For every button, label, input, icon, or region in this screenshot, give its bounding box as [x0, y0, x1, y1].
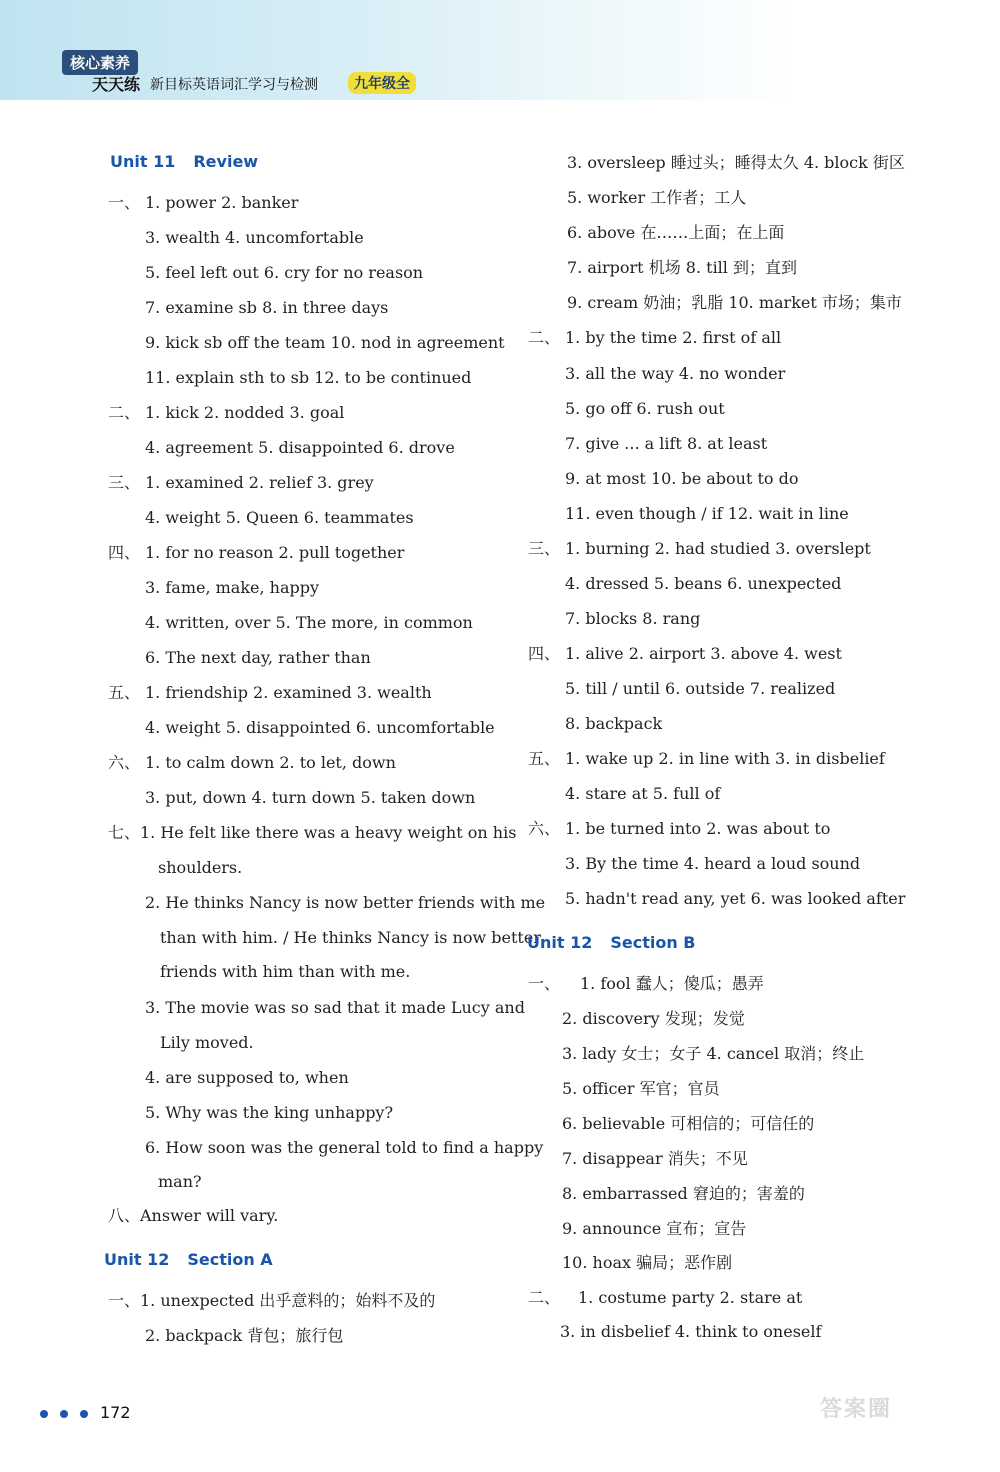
exercise-number: 五、 — [528, 749, 561, 768]
section-heading — [527, 933, 696, 953]
answer-line: 4. dressed 5. beans 6. unexpected — [565, 574, 842, 593]
answer-line: 1. burning 2. had studied 3. overslept — [565, 539, 871, 558]
exercise-number: 五、 — [108, 683, 141, 702]
header-banner — [0, 0, 800, 100]
answer-line: 5. feel left out 6. cry for no reason — [145, 263, 424, 282]
answer-line: 4. weight 5. Queen 6. teammates — [145, 508, 414, 527]
section-heading — [104, 1250, 273, 1270]
answer-line: 9. announce 宣布；宣告 — [562, 1219, 747, 1238]
answer-line: 3. wealth 4. uncomfortable — [145, 228, 364, 247]
answer-line: 3. lady 女士；女子 4. cancel 取消；终止 — [562, 1044, 865, 1063]
answer-line: 3. By the time 4. heard a loud sound — [565, 854, 861, 873]
exercise-number: 二、 — [108, 403, 141, 422]
answer-line: 3. in disbelief 4. think to oneself — [560, 1322, 822, 1341]
answer-line: 3. all the way 4. no wonder — [565, 364, 786, 383]
answer-line: friends with him than with me. — [160, 962, 411, 981]
exercise-number: 一、 — [528, 974, 561, 993]
answer-line: 5. Why was the king unhappy? — [145, 1103, 394, 1122]
answer-line: 8. embarrassed 窘迫的；害羞的 — [562, 1184, 805, 1203]
answer-line: 9. kick sb off the team 10. nod in agreement — [145, 333, 505, 352]
answer-line: 1. unexpected 出乎意料的；始料不及的 — [140, 1291, 436, 1310]
answer-line: 1. kick 2. nodded 3. goal — [145, 403, 345, 422]
watermark-logo: 答案圈 — [820, 1397, 893, 1422]
answer-line: Lily moved. — [160, 1033, 254, 1052]
answer-line: 1. for no reason 2. pull together — [145, 543, 405, 562]
section-heading-part: Section B — [610, 933, 696, 952]
answer-line: man? — [158, 1172, 202, 1191]
brand-title: 天天练 — [92, 75, 141, 94]
answer-line: 7. blocks 8. rang — [565, 609, 701, 628]
answer-line: 5. worker 工作者；工人 — [567, 188, 747, 207]
exercise-number: 六、 — [108, 753, 141, 772]
section-heading-part: Section A — [187, 1250, 273, 1269]
answer-line: 3. fame, make, happy — [145, 578, 320, 597]
answer-line: 9. at most 10. be about to do — [565, 469, 799, 488]
answer-line: 1. be turned into 2. was about to — [565, 819, 831, 838]
exercise-number: 二、 — [528, 328, 561, 347]
answer-line: shoulders. — [158, 858, 243, 877]
answer-line: 7. examine sb 8. in three days — [145, 298, 389, 317]
exercise-number: 二、 — [528, 1288, 561, 1307]
answer-line: than with him. / He thinks Nancy is now better — [160, 928, 541, 947]
section-heading-part: Review — [193, 152, 259, 171]
answer-line: 7. airport 机场 8. till 到；直到 — [567, 258, 798, 277]
exercise-number: 七、 — [108, 823, 141, 842]
answer-line: 10. hoax 骗局；恶作剧 — [562, 1253, 733, 1272]
answer-line: 3. put, down 4. turn down 5. taken down — [145, 788, 476, 807]
answer-line: 11. explain sth to sb 12. to be continued — [145, 368, 472, 387]
answer-line: 6. The next day, rather than — [145, 648, 371, 667]
answer-line: 8. backpack — [565, 714, 663, 733]
answer-line: 11. even though / if 12. wait in line — [565, 504, 849, 523]
answer-line: 1. fool 蠢人；傻瓜；愚弄 — [580, 974, 764, 993]
section-heading — [110, 152, 258, 172]
answer-line: 5. officer 军官；官员 — [562, 1079, 720, 1098]
answer-line: 1. power 2. banker — [145, 193, 299, 212]
page-number: 172 — [100, 1403, 131, 1422]
answer-line: 6. How soon was the general told to find a happy — [145, 1138, 544, 1157]
answer-line: 6. believable 可相信的；可信任的 — [562, 1114, 815, 1133]
exercise-number: 八、 — [108, 1206, 141, 1225]
exercise-number: 四、 — [108, 543, 141, 562]
answer-line: 1. He felt like there was a heavy weight on his — [140, 823, 517, 842]
answer-line: 4. weight 5. disappointed 6. uncomfortable — [145, 718, 495, 737]
section-heading-unit: Unit 12 — [527, 933, 593, 952]
answer-line: 5. hadn't read any, yet 6. was looked after — [565, 889, 906, 908]
grade-label: 九年级全 — [348, 72, 416, 94]
answer-line: 2. He thinks Nancy is now better friends with me — [145, 893, 546, 912]
series-badge: 核心素养 — [62, 50, 138, 75]
answer-line: 2. discovery 发现；发觉 — [562, 1009, 745, 1028]
answer-line: 4. agreement 5. disappointed 6. drove — [145, 438, 455, 457]
answer-line: 1. alive 2. airport 3. above 4. west — [565, 644, 842, 663]
answer-line: 4. stare at 5. full of — [565, 784, 721, 803]
exercise-number: 三、 — [528, 539, 561, 558]
answer-line: 1. friendship 2. examined 3. wealth — [145, 683, 432, 702]
answer-line: 1. costume party 2. stare at — [578, 1288, 803, 1307]
answer-line: 1. to calm down 2. to let, down — [145, 753, 396, 772]
answer-line: Answer will vary. — [140, 1206, 279, 1225]
answer-line: 1. by the time 2. first of all — [565, 328, 782, 347]
exercise-number: 一、 — [108, 1291, 141, 1310]
exercise-number: 四、 — [528, 644, 561, 663]
section-heading-unit: Unit 12 — [104, 1250, 170, 1269]
answer-line: 9. cream 奶油；乳脂 10. market 市场；集市 — [567, 293, 902, 312]
answer-line: 1. examined 2. relief 3. grey — [145, 473, 374, 492]
series-title: 新目标英语词汇学习与检测 — [150, 77, 318, 93]
answer-line: 4. are supposed to, when — [145, 1068, 349, 1087]
exercise-number: 六、 — [528, 819, 561, 838]
exercise-number: 三、 — [108, 473, 141, 492]
answer-line: 4. written, over 5. The more, in common — [145, 613, 473, 632]
section-heading-unit: Unit 11 — [110, 152, 176, 171]
exercise-number: 一、 — [108, 193, 141, 212]
answer-line: 3. oversleep 睡过头；睡得太久 4. block 街区 — [567, 153, 905, 172]
answer-line: 3. The movie was so sad that it made Lucy and — [145, 998, 525, 1017]
answer-line: 5. go off 6. rush out — [565, 399, 725, 418]
answer-line: 7. give ... a lift 8. at least — [565, 434, 768, 453]
answer-line: 2. backpack 背包；旅行包 — [145, 1326, 344, 1345]
answer-line: 1. wake up 2. in line with 3. in disbelief — [565, 749, 885, 768]
answer-line: 6. above 在……上面；在上面 — [567, 223, 785, 242]
answer-line: 7. disappear 消失；不见 — [562, 1149, 748, 1168]
answer-line: 5. till / until 6. outside 7. realized — [565, 679, 836, 698]
